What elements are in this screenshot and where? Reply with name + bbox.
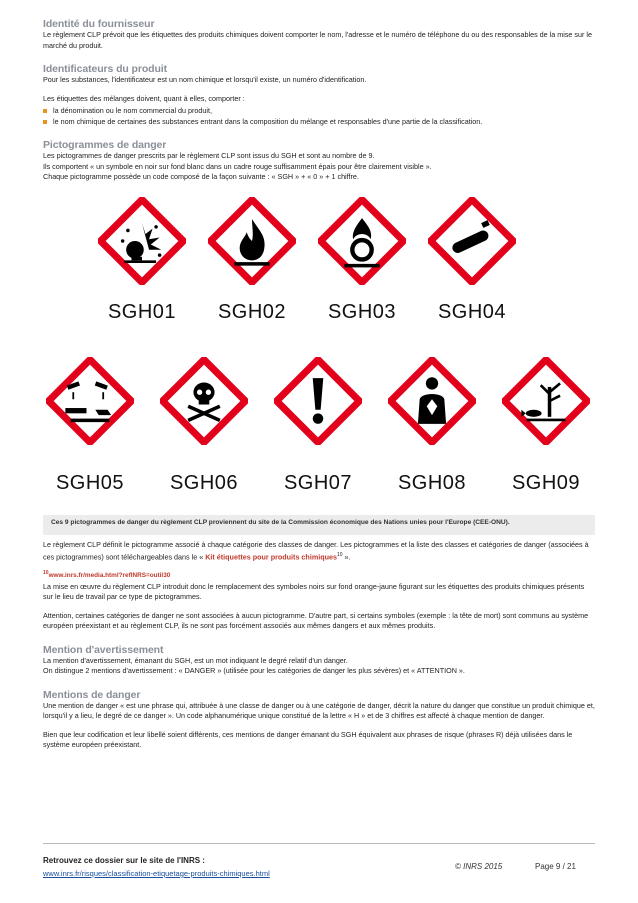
footer-url-link[interactable]: www.inrs.fr/risques/classification-etiquetage-produits-chimiques.html <box>43 869 270 878</box>
pictogrammes-after2: La mise en œuvre du règlement CLP introduit donc le remplacement des symboles noirs sur fond orange-jaune figurant sur les étiquettes des produits chimiques présents sur le lieu de travail par ce type de pictogrammes. <box>43 581 585 602</box>
picto-label-sgh06: SGH06 <box>169 471 239 494</box>
pictogrammes-after1-text: Le règlement CLP définit le pictogramme associé à chaque catégorie des classes de danger. Les pictogrammes et la liste des classes et catégories de danger (associées à ces pictogrammes) sont téléchargeables dans le « <box>43 539 589 562</box>
pictogrammes-after1-end: ». <box>342 552 351 562</box>
flame-icon <box>208 197 296 285</box>
footer-copyright: © INRS 2015 <box>455 862 503 871</box>
mentions-danger-text2: Bien que leur codification et leur libellé soient différents, ces mentions de danger émanant du SGH équivalent aux phrases de risque (phrases R) déjà utilisées dans le système européen préexistant. <box>43 729 573 750</box>
picto-label-sgh09: SGH09 <box>511 471 581 494</box>
picto-label-sgh03: SGH03 <box>327 300 397 323</box>
fournisseur-text: Le règlement CLP prévoit que les étiquettes des produits chimiques doivent comporter le nom, l'adresse et le numéro de téléphone du ou des responsables de la mise sur le marché du produit. <box>43 30 593 50</box>
pictogrammes-after1 <box>43 540 595 563</box>
identificateurs-text2: Les étiquettes des mélanges doivent, quant à elles, comporter : <box>43 93 245 103</box>
list-item: le nom chimique de certaines des substances entrant dans la composition du mélange et responsables d'une partie de la classification. <box>43 117 595 128</box>
pictogrammes-text2: Ils comportent « un symbole en noir sur fond blanc dans un cadre rouge suffisamment épais pour être clairement visible ». <box>43 161 432 171</box>
footnote-reference <box>43 568 595 582</box>
skull-crossbones-icon <box>160 357 248 445</box>
footer-left <box>43 856 270 878</box>
footnote-url[interactable]: www.inrs.fr/media.html?refINRS=outil30 <box>48 572 171 580</box>
pictogram-figure <box>43 189 595 535</box>
environment-icon <box>502 357 590 445</box>
footnote-marker: 10 <box>336 552 343 558</box>
section-title-identificateurs: Identificateurs du produit <box>43 63 167 75</box>
section-title-pictogrammes: Pictogrammes de danger <box>43 139 167 151</box>
gas-cylinder-icon <box>428 197 516 285</box>
pictogrammes-after3: Attention, certaines catégories de danger ne sont associées à aucun pictogramme. D'autre part, si certains symboles (exemple : la tête de mort) sont communs au système européen préexistant et au règlement CLP, ils ne sont pas forcément associés aux mêmes dangers et aux mêmes produits. <box>43 610 589 631</box>
exclamation-mark-icon <box>274 357 362 445</box>
section-title-fournisseur: Identité du fournisseur <box>43 18 155 30</box>
explosive-icon <box>98 197 186 285</box>
picto-label-sgh02: SGH02 <box>217 300 287 323</box>
picto-label-sgh08: SGH08 <box>397 471 467 494</box>
flame-over-circle-icon <box>318 197 406 285</box>
pictogrammes-text1: Les pictogrammes de danger prescrits par le règlement CLP sont issus du SGH et sont au nombre de 9. <box>43 151 375 160</box>
mention-text1: La mention d'avertissement, émanant du SGH, est un mot indiquant le degré relatif d'un danger. <box>43 655 348 665</box>
mentions-danger-text1: Une mention de danger « est une phrase qui, attribuée à une classe de danger ou à une catégorie de danger, décrit la nature du danger que constitue un produit chimique et, lorsqu'il y a lieu, le degré de ce danger ». Un code alphanumérique unique constitué de la lettre « H » et de 3 chiffres est affecté à chaque mention de danger. <box>43 700 595 721</box>
health-hazard-icon <box>388 357 476 445</box>
kit-etiquettes-link[interactable]: Kit étiquettes pour produits chimiques <box>205 552 337 562</box>
footer-divider <box>43 843 595 844</box>
picto-label-sgh07: SGH07 <box>283 471 353 494</box>
identificateurs-text1: Pour les substances, l'identificateur est un nom chimique et lorsqu'il existe, un numéro d'identification. <box>43 75 367 84</box>
pictogrammes-text3: Chaque pictogramme possède un code composé de la façon suivante : « SGH » + « 0 » + 1 chiffre. <box>43 172 359 181</box>
footer-title: Retrouvez ce dossier sur le site de l'INRS : <box>43 856 205 865</box>
pictogram-grid <box>43 189 595 515</box>
page-content <box>43 18 595 751</box>
identificateurs-bullet-list <box>43 106 595 127</box>
list-item: la dénomination ou le nom commercial du produit, <box>43 106 595 117</box>
mention-text2: On distingue 2 mentions d'avertissement : « DANGER » (utilisée pour les catégories de danger les plus sévères) et « ATTENTION ». <box>43 666 465 676</box>
section-title-mentions-danger: Mentions de danger <box>43 688 141 701</box>
picto-label-sgh05: SGH05 <box>55 471 125 494</box>
footnote-number: 10 <box>43 569 49 576</box>
picto-label-sgh04: SGH04 <box>437 300 507 323</box>
section-title-mention: Mention d'avertissement <box>43 643 164 656</box>
figure-caption: Ces 9 pictogrammes de danger du règlement CLP proviennent du site de la Commission économique des Nations unies pour l'Europe (CEE-ONU). <box>51 518 510 526</box>
picto-label-sgh01: SGH01 <box>107 300 177 323</box>
page-number: Page 9 / 21 <box>535 862 576 871</box>
corrosion-icon <box>46 357 134 445</box>
